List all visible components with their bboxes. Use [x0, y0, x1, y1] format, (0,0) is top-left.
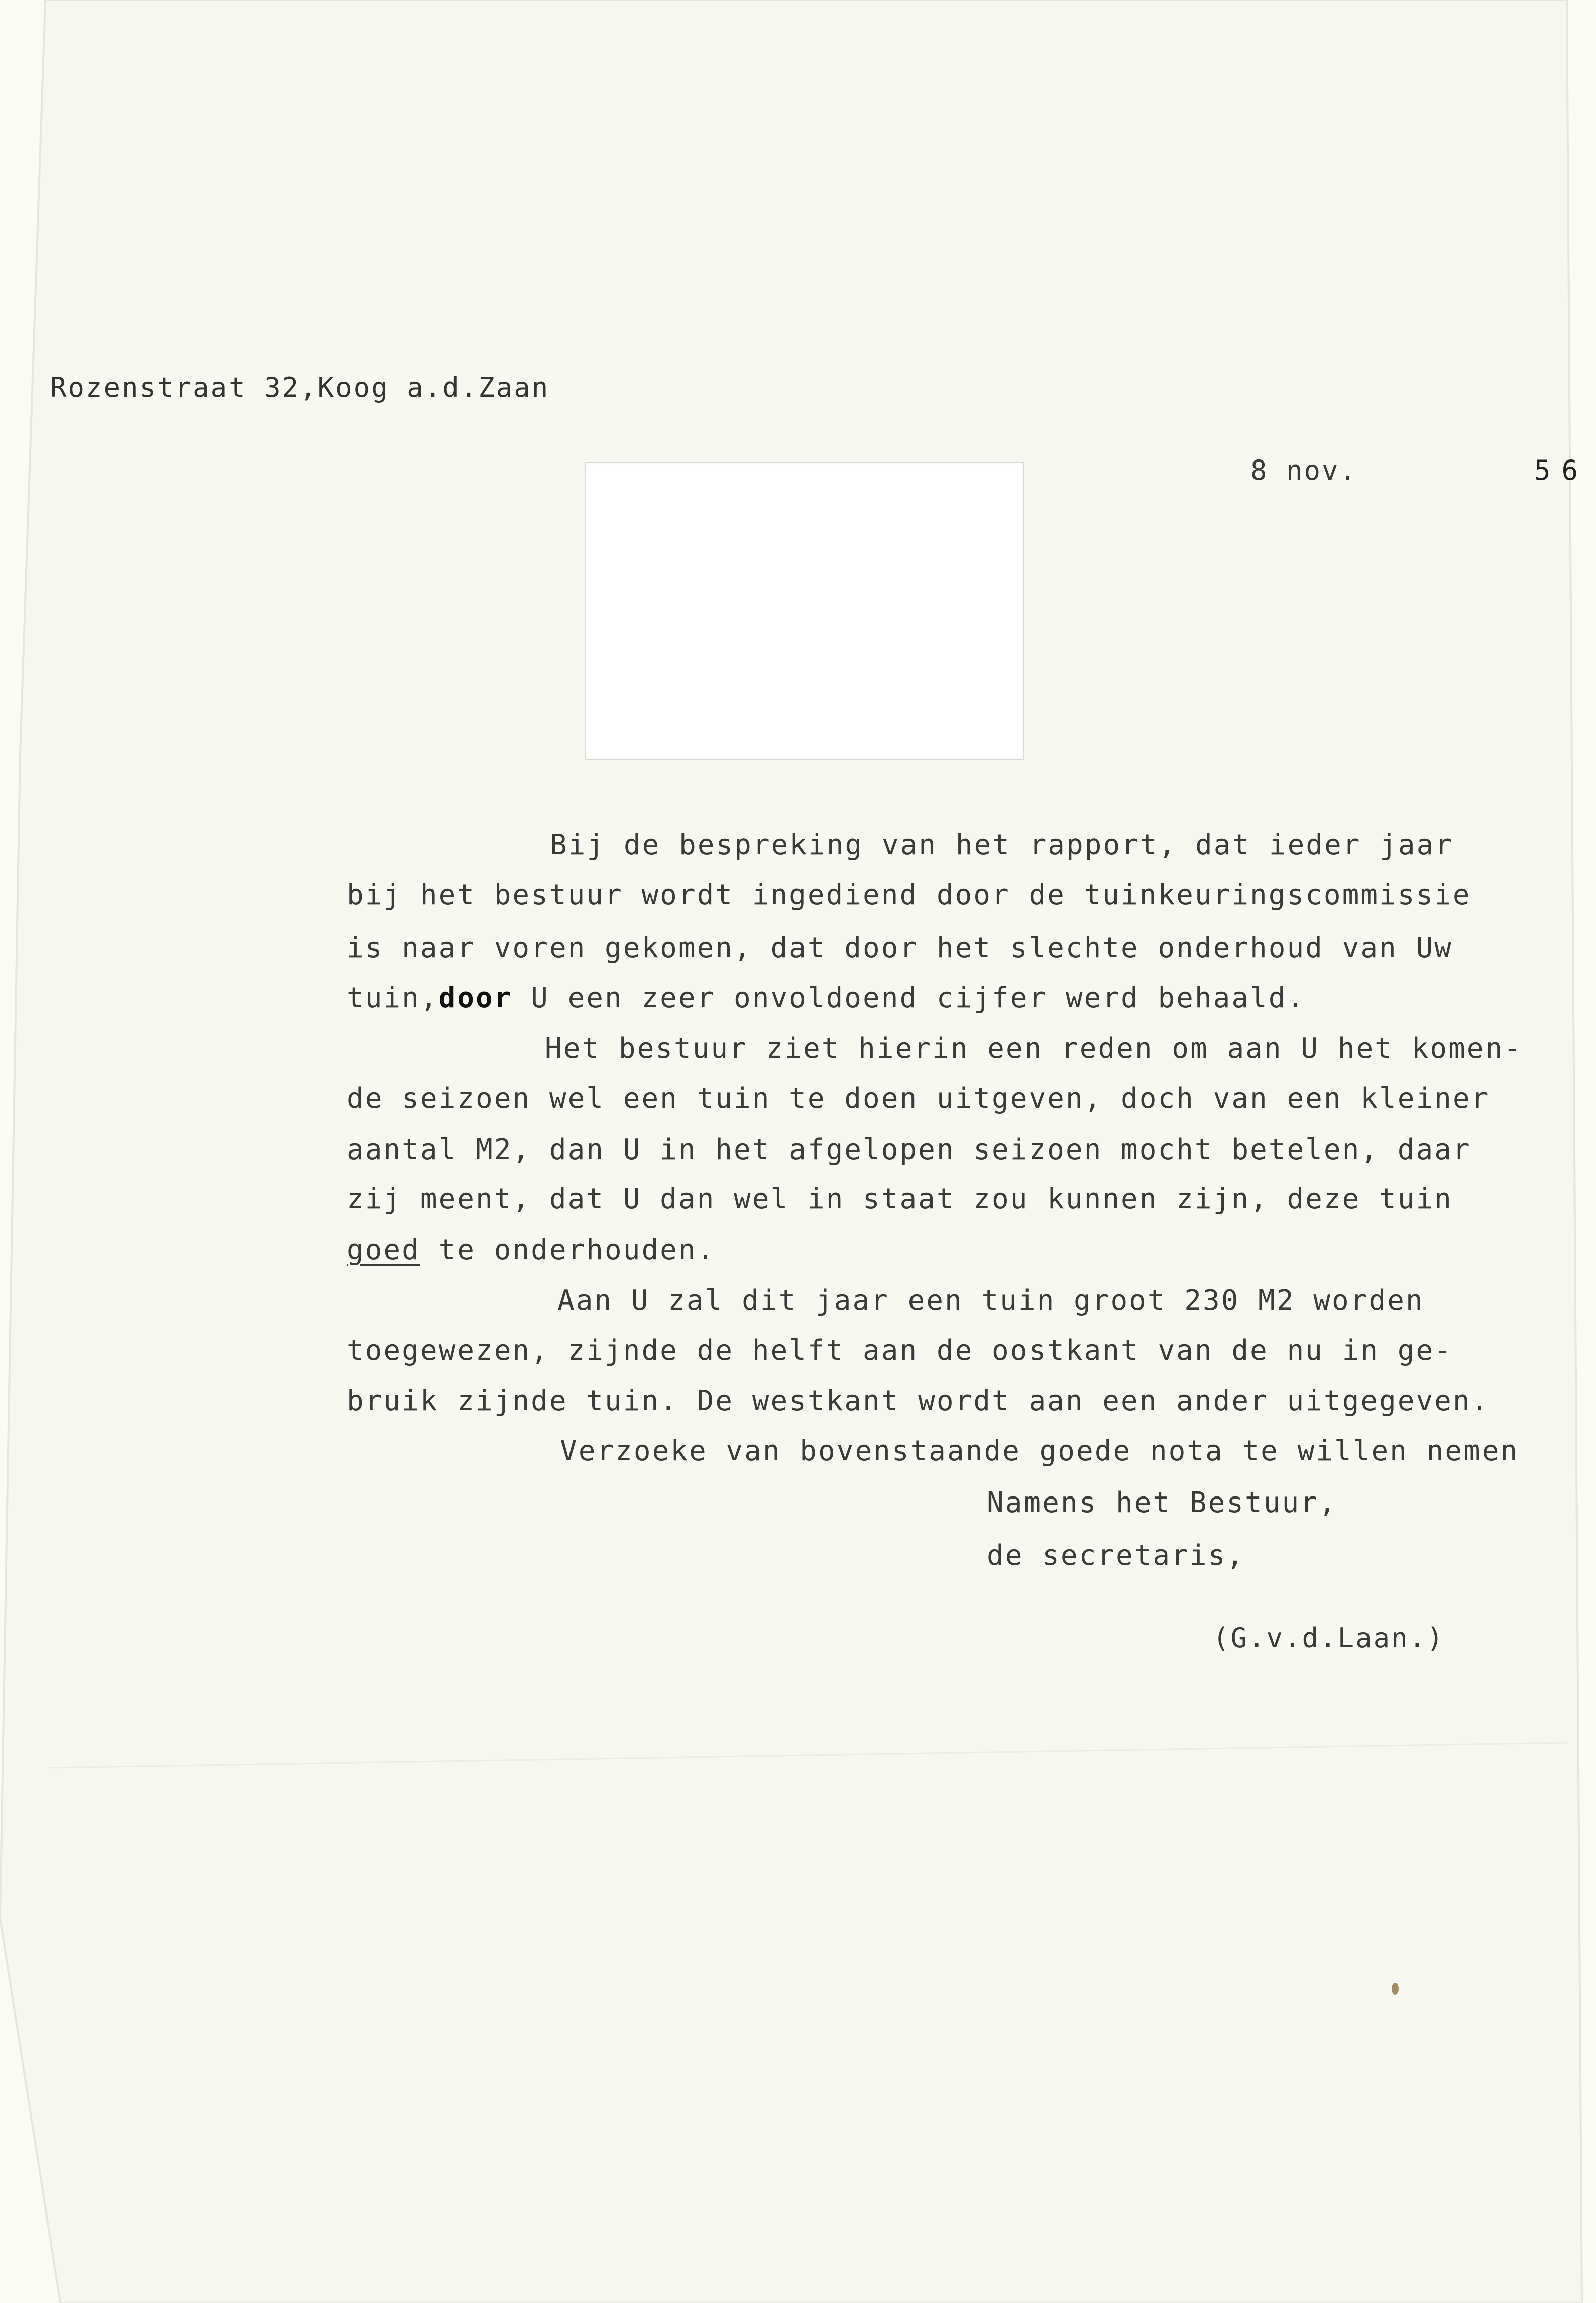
body-line — [347, 984, 1305, 1012]
body-line: Aan U zal dit jaar een tuin groot 230 M2 worden — [557, 1284, 1424, 1317]
closing-line: de secretaris, — [987, 1539, 1245, 1572]
body-line: toegewezen, zijnde de helft aan de oostkant van de nu in ge- — [347, 1334, 1453, 1367]
closing-line: Namens het Bestuur, — [987, 1486, 1337, 1519]
underlined-word: goed — [347, 1234, 420, 1266]
window-cutout — [585, 462, 1024, 760]
letter-year: 56 — [1534, 454, 1589, 486]
body-line: Bij de bespreking van het rapport, dat ieder jaar — [550, 829, 1454, 861]
body-line: aantal M2, dan U in het afgelopen seizoen mocht betelen, daar — [347, 1133, 1471, 1166]
body-line: bij het bestuur wordt ingediend door de tuinkeuringscommissie — [347, 879, 1471, 911]
handwritten-correction: door — [438, 982, 513, 1014]
signature-name: (G.v.d.Laan.) — [1213, 1622, 1445, 1654]
body-text: te onderhouden. — [420, 1234, 716, 1266]
body-line: is naar voren gekomen, dat door het slechte onderhoud van Uw — [347, 932, 1453, 964]
letter-date: 8 nov. — [1250, 454, 1358, 486]
body-line: Het bestuur ziet hierin een reden om aan U het komen- — [545, 1032, 1522, 1065]
body-line — [347, 1236, 715, 1264]
body-text: U een zeer onvoldoend cijfer werd behaald. — [512, 982, 1306, 1014]
body-line: Verzoeke van bovenstaande goede nota te willen nemen — [560, 1435, 1519, 1467]
body-text: tuin, — [347, 982, 439, 1014]
body-line: zij meent, dat U dan wel in staat zou kunnen zijn, deze tuin — [347, 1183, 1453, 1215]
sender-address: Rozenstraat 32,Koog a.d.Zaan — [50, 372, 550, 403]
body-line: de seizoen wel een tuin te doen uitgeven, doch van een kleiner — [347, 1082, 1490, 1115]
body-line: bruik zijnde tuin. De westkant wordt aan een ander uitgegeven. — [347, 1385, 1490, 1417]
